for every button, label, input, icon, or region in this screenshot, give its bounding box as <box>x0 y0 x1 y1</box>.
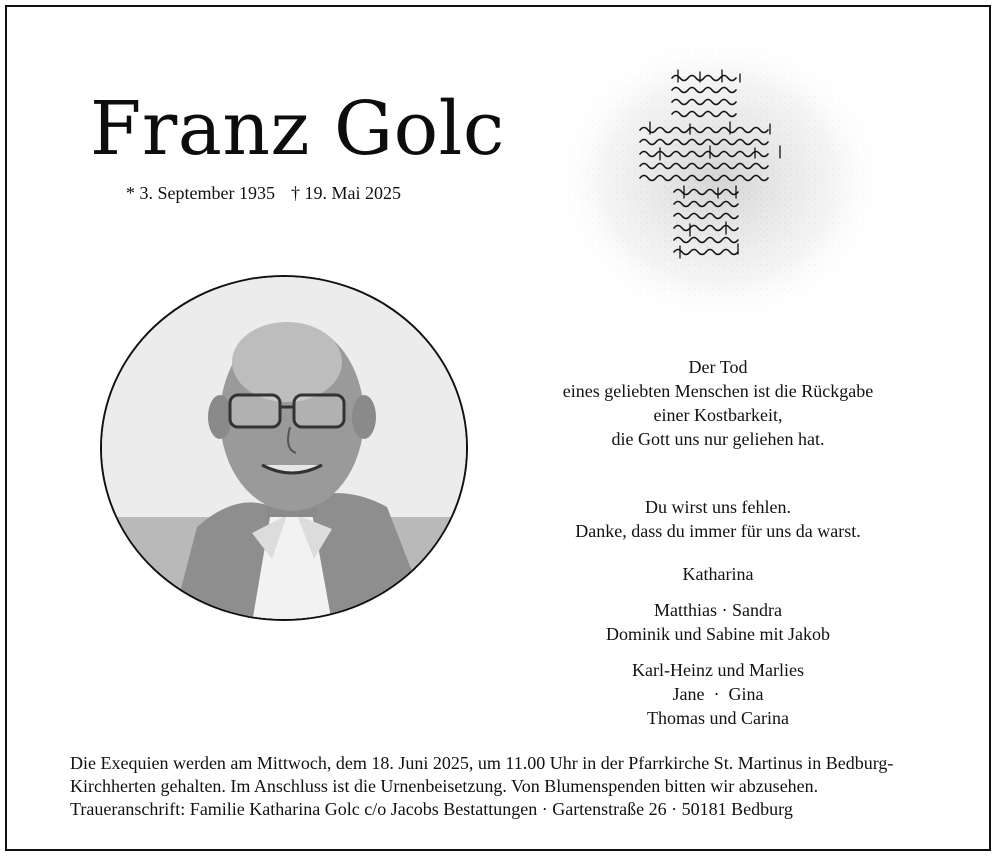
mourner-name: Jane · Gina <box>672 684 764 704</box>
mourners-group <box>520 598 916 646</box>
farewell-message <box>520 495 916 543</box>
mourner-name: Dominik und Sabine mit Jakob <box>606 624 830 644</box>
memorial-quote <box>520 355 916 451</box>
thanks-line: Danke, dass du immer für uns da warst. <box>575 521 861 541</box>
quote-line: einer Kostbarkeit, <box>653 405 783 425</box>
mourning-address: Traueranschrift: Familie Katharina Golc c/o Jacobs Bestattungen · Gartenstraße 26 · 50181 Bedburg <box>70 799 793 819</box>
mourner-name: Karl-Heinz und Marlies <box>632 660 804 680</box>
mourner-name: Thomas und Carina <box>647 708 789 728</box>
mourners-group <box>520 562 916 586</box>
deceased-name: Franz Golc <box>90 86 505 172</box>
mourners-group <box>520 658 916 730</box>
calligraphy-cross-icon <box>550 30 890 330</box>
service-info: Die Exequien werden am Mittwoch, dem 18. Juni 2025, um 11.00 Uhr in der Pfarrkirche St. Martinus in Bedburg-Kirchherten gehalten. Im Anschluss ist die Urnenbeisetzung. Von Blumenspenden bitten wir abzusehen. <box>70 753 894 796</box>
quote-line: die Gott uns nur geliehen hat. <box>611 429 825 449</box>
quote-line: Der Tod <box>688 357 748 377</box>
death-date: † 19. Mai 2025 <box>290 183 401 203</box>
portrait-photo <box>100 275 468 621</box>
life-dates <box>126 183 401 204</box>
mourner-name: Katharina <box>682 564 754 584</box>
thanks-line: Du wirst uns fehlen. <box>645 497 791 517</box>
mourners-list <box>520 562 916 742</box>
mourner-name: Matthias · Sandra <box>654 600 782 620</box>
birth-date: * 3. September 1935 <box>126 183 275 203</box>
quote-line: eines geliebten Menschen ist die Rückgabe <box>562 381 874 401</box>
funeral-details <box>70 752 940 821</box>
